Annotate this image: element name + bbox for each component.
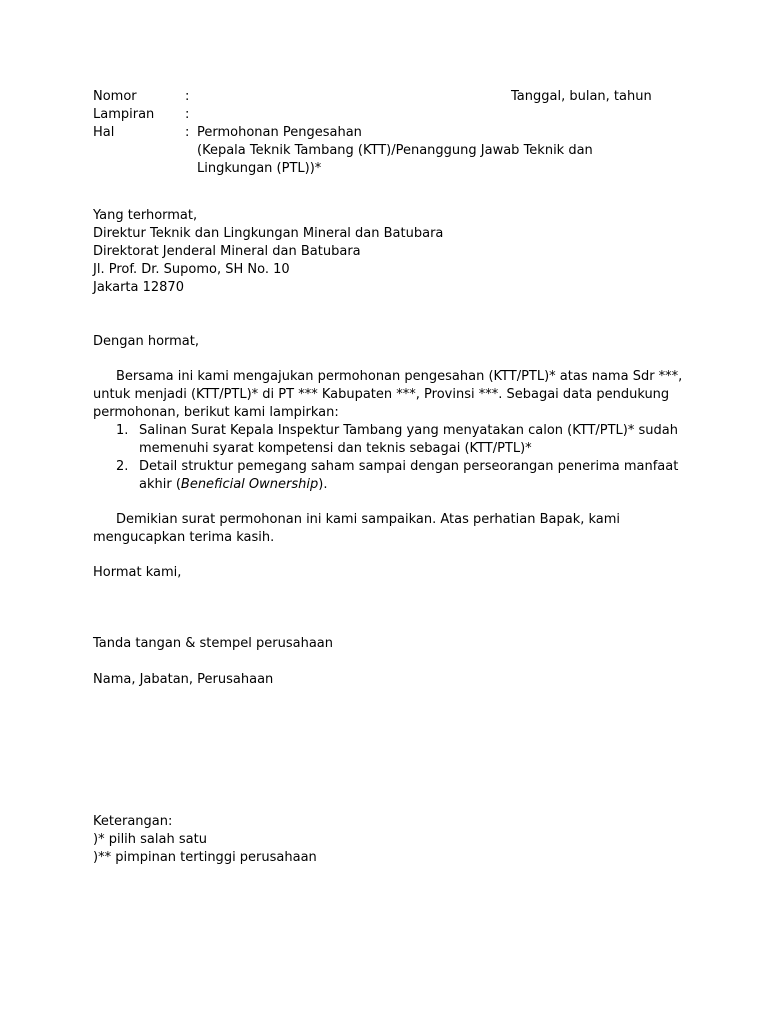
list-item-2-number: 2.	[116, 459, 129, 474]
signature-placeholder: Tanda tangan & stempel perusahaan	[93, 636, 334, 651]
para2-line-2: mengucapkan terima kasih.	[93, 530, 275, 545]
recipient-line-1: Direktur Teknik dan Lingkungan Mineral dan Batubara	[93, 226, 444, 241]
recipient-line-2: Direktorat Jenderal Mineral dan Batubara	[93, 244, 361, 259]
list-item-1-line-1: Salinan Surat Kepala Inspektur Tambang yang menyatakan calon (KTT/PTL)* sudah	[139, 423, 678, 438]
para1-line-3: permohonan, berikut kami lampirkan:	[93, 405, 339, 420]
hal-colon: :	[185, 125, 190, 140]
nomor-colon: :	[185, 89, 190, 104]
para2-line-1: Demikian surat permohonan ini kami sampaikan. Atas perhatian Bapak, kami	[116, 512, 621, 527]
para1-line-2: untuk menjadi (KTT/PTL)* di PT *** Kabupaten ***, Provinsi ***. Sebagai data pendukung	[93, 387, 670, 402]
note-2: )** pimpinan tertinggi perusahaan	[93, 850, 317, 865]
lampiran-label: Lampiran	[93, 107, 155, 122]
list-item-2-line-2	[139, 476, 327, 494]
hal-line-2: (Kepala Teknik Tambang (KTT)/Penanggung Jawab Teknik dan	[197, 143, 593, 158]
list-item-1-line-2: memenuhi syarat kompetensi dan teknis sebagai (KTT/PTL)*	[139, 441, 532, 456]
recipient-line-3: Jl. Prof. Dr. Supomo, SH No. 10	[93, 262, 290, 277]
list-item-2-line-1: Detail struktur pemegang saham sampai dengan perseorangan penerima manfaat	[139, 459, 679, 474]
nomor-label: Nomor	[93, 89, 137, 104]
hal-label: Hal	[93, 125, 115, 140]
hal-line-1: Permohonan Pengesahan	[197, 125, 362, 140]
date-placeholder: Tanggal, bulan, tahun	[511, 89, 652, 104]
beneficial-ownership-term: Beneficial Ownership	[180, 477, 319, 492]
list-item-2-line-2-pre: akhir (	[139, 477, 181, 492]
notes-title: Keterangan:	[93, 814, 173, 829]
hal-line-3: Lingkungan (PTL))*	[197, 161, 322, 176]
para1-line-1: Bersama ini kami mengajukan permohonan pengesahan (KTT/PTL)* atas nama Sdr ***,	[116, 369, 683, 384]
recipient-line-4: Jakarta 12870	[93, 280, 184, 295]
list-item-2-line-2-post: ).	[318, 477, 328, 492]
recipient-greeting: Yang terhormat,	[93, 208, 198, 223]
note-1: )* pilih salah satu	[93, 832, 207, 847]
closing-regards: Hormat kami,	[93, 565, 182, 580]
salutation: Dengan hormat,	[93, 334, 200, 349]
lampiran-colon: :	[185, 107, 190, 122]
name-placeholder: Nama, Jabatan, Perusahaan	[93, 672, 274, 687]
list-item-1-number: 1.	[116, 423, 129, 438]
